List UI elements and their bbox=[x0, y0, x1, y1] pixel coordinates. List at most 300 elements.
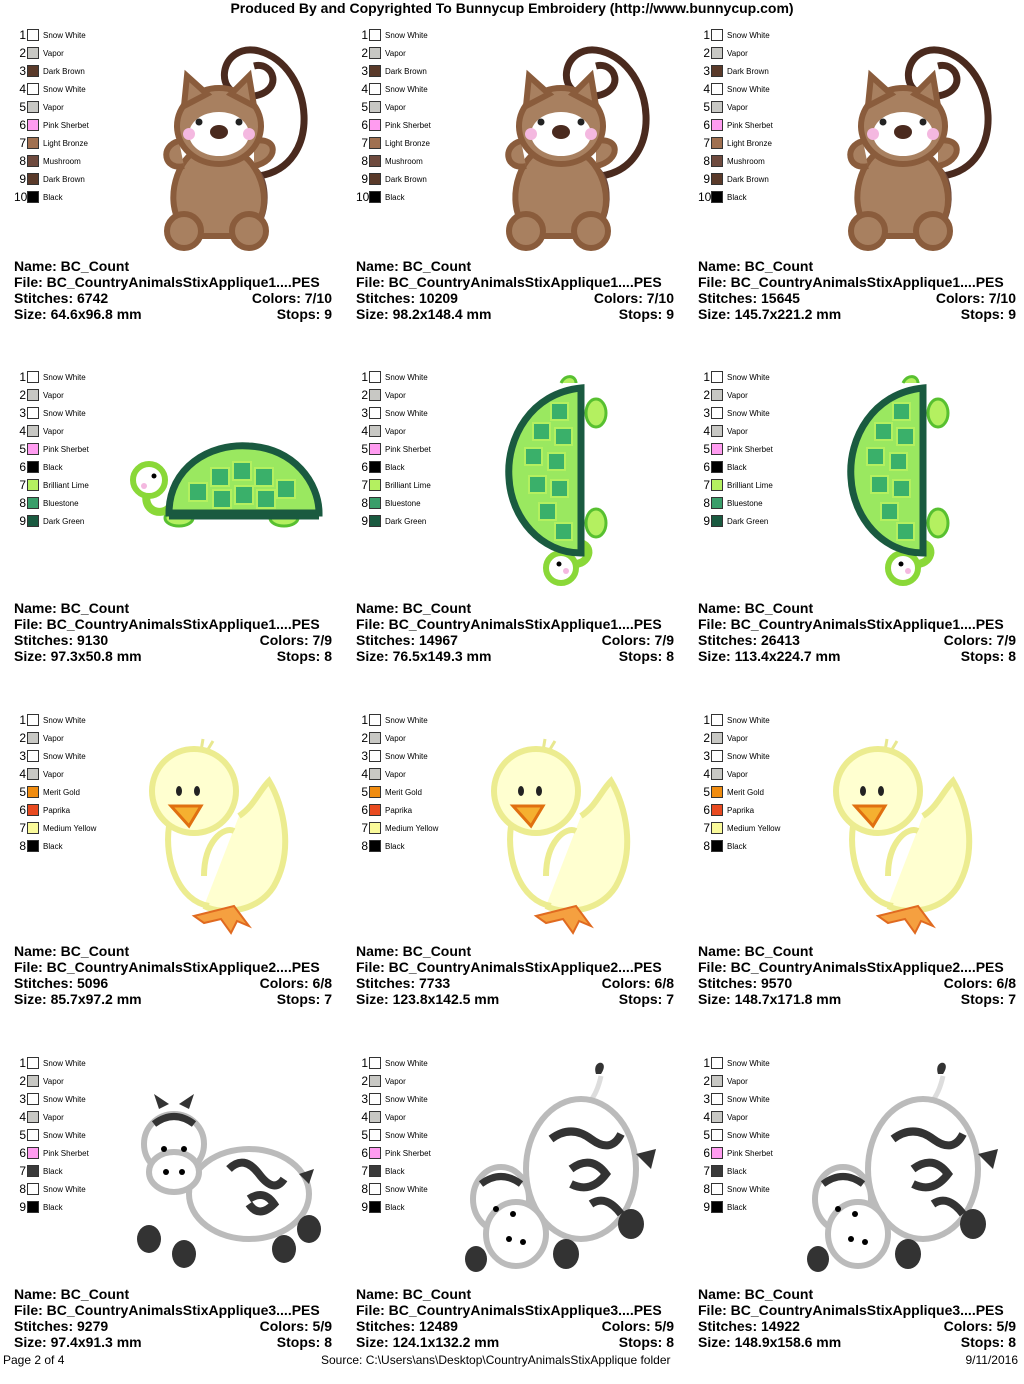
color-name: Vapor bbox=[385, 769, 406, 779]
color-row bbox=[356, 1126, 431, 1144]
color-number: 7 bbox=[19, 478, 26, 492]
color-name: Black bbox=[385, 1166, 405, 1176]
color-swatch bbox=[27, 425, 39, 437]
design-info bbox=[356, 258, 674, 322]
color-count: Colors: 6/8 bbox=[259, 975, 332, 991]
color-number: 1 bbox=[703, 28, 710, 42]
color-name: Snow White bbox=[43, 408, 86, 418]
color-row bbox=[698, 170, 773, 188]
color-number: 9 bbox=[19, 514, 26, 528]
color-number: 3 bbox=[703, 1092, 710, 1106]
color-number: 8 bbox=[361, 839, 368, 853]
color-swatch bbox=[369, 389, 381, 401]
color-name: Brilliant Lime bbox=[385, 480, 431, 490]
design-card bbox=[698, 368, 1018, 698]
color-swatch bbox=[711, 29, 723, 41]
color-name: Vapor bbox=[385, 48, 406, 58]
color-swatch bbox=[711, 101, 723, 113]
color-number: 6 bbox=[361, 118, 368, 132]
color-row bbox=[14, 170, 89, 188]
color-number: 6 bbox=[19, 803, 26, 817]
color-row bbox=[356, 44, 431, 62]
color-number: 1 bbox=[19, 370, 26, 384]
color-name: Medium Yellow bbox=[727, 823, 781, 833]
color-row bbox=[14, 1126, 89, 1144]
color-swatch bbox=[711, 65, 723, 77]
color-row bbox=[698, 1090, 773, 1108]
color-name: Paprika bbox=[727, 805, 755, 815]
color-name: Snow White bbox=[385, 1094, 428, 1104]
color-swatch bbox=[27, 191, 39, 203]
color-row bbox=[14, 62, 89, 80]
color-name: Dark Brown bbox=[727, 66, 769, 76]
stop-count: Stops: 8 bbox=[618, 648, 674, 664]
color-count: Colors: 5/9 bbox=[943, 1318, 1016, 1334]
color-row bbox=[698, 494, 773, 512]
color-row bbox=[14, 801, 96, 819]
color-name: Black bbox=[727, 841, 747, 851]
color-name: Snow White bbox=[43, 1094, 86, 1104]
color-row bbox=[698, 1108, 773, 1126]
stitch-count: Stitches: 15645 bbox=[698, 290, 800, 306]
design-size: Size: 113.4x224.7 mm bbox=[698, 648, 841, 664]
color-row bbox=[698, 116, 773, 134]
color-number: 5 bbox=[19, 1128, 26, 1142]
color-swatch bbox=[369, 119, 381, 131]
color-swatch bbox=[369, 1183, 381, 1195]
color-name: Merit Gold bbox=[385, 787, 422, 797]
color-swatch bbox=[711, 1111, 723, 1123]
design-info bbox=[698, 1286, 1016, 1350]
color-number: 6 bbox=[703, 1146, 710, 1160]
color-number: 3 bbox=[361, 406, 368, 420]
color-row bbox=[698, 711, 780, 729]
design-card bbox=[356, 368, 676, 698]
color-number: 3 bbox=[703, 406, 710, 420]
design-info bbox=[356, 943, 674, 1007]
color-number: 4 bbox=[19, 424, 26, 438]
color-row bbox=[356, 819, 438, 837]
color-name: Vapor bbox=[43, 1112, 64, 1122]
color-name: Snow White bbox=[385, 1130, 428, 1140]
turtle-design-preview bbox=[109, 368, 339, 593]
color-swatch bbox=[369, 47, 381, 59]
color-row bbox=[14, 1108, 89, 1126]
turtle-vertical-design-preview bbox=[793, 368, 1023, 593]
color-name: Snow White bbox=[43, 715, 86, 725]
design-file: File: BC_CountryAnimalsStixApplique2....PES bbox=[698, 959, 1004, 975]
color-swatch bbox=[27, 1201, 39, 1213]
color-row bbox=[356, 512, 431, 530]
color-number: 5 bbox=[19, 785, 26, 799]
color-number: 1 bbox=[361, 1056, 368, 1070]
color-name: Pink Sherbet bbox=[727, 1148, 773, 1158]
color-swatch bbox=[369, 1111, 381, 1123]
color-list bbox=[698, 368, 773, 530]
color-number: 4 bbox=[703, 424, 710, 438]
color-number: 8 bbox=[19, 839, 26, 853]
color-name: Black bbox=[43, 1166, 63, 1176]
page-footer bbox=[0, 1353, 1024, 1369]
color-name: Vapor bbox=[727, 1112, 748, 1122]
color-swatch bbox=[27, 29, 39, 41]
design-name: Name: BC_Count bbox=[356, 943, 472, 959]
color-number: 5 bbox=[361, 100, 368, 114]
color-number: 1 bbox=[703, 1056, 710, 1070]
color-number: 4 bbox=[361, 1110, 368, 1124]
color-row bbox=[14, 1090, 89, 1108]
color-row bbox=[356, 747, 438, 765]
color-row bbox=[356, 26, 431, 44]
color-row bbox=[356, 494, 431, 512]
design-file: File: BC_CountryAnimalsStixApplique1....PES bbox=[14, 274, 320, 290]
color-swatch bbox=[27, 1183, 39, 1195]
color-swatch bbox=[369, 101, 381, 113]
color-name: Snow White bbox=[727, 1130, 770, 1140]
color-row bbox=[356, 1072, 431, 1090]
print-date: 9/11/2016 bbox=[965, 1353, 1018, 1367]
color-name: Mushroom bbox=[385, 156, 423, 166]
design-name: Name: BC_Count bbox=[14, 600, 130, 616]
color-row bbox=[698, 729, 780, 747]
color-name: Vapor bbox=[727, 733, 748, 743]
color-swatch bbox=[369, 732, 381, 744]
color-swatch bbox=[27, 101, 39, 113]
color-number: 6 bbox=[19, 118, 26, 132]
color-name: Snow White bbox=[727, 751, 770, 761]
color-row bbox=[14, 422, 89, 440]
color-row bbox=[698, 188, 773, 206]
color-swatch bbox=[711, 371, 723, 383]
color-row bbox=[356, 765, 438, 783]
stop-count: Stops: 8 bbox=[960, 1334, 1016, 1350]
design-info bbox=[698, 600, 1016, 664]
color-swatch bbox=[27, 750, 39, 762]
color-number: 5 bbox=[703, 100, 710, 114]
color-row bbox=[14, 1054, 89, 1072]
cow-design-preview bbox=[109, 1054, 339, 1279]
color-name: Snow White bbox=[727, 1184, 770, 1194]
color-row bbox=[14, 1072, 89, 1090]
color-number: 2 bbox=[703, 46, 710, 60]
color-count: Colors: 7/10 bbox=[593, 290, 674, 306]
color-number: 5 bbox=[703, 442, 710, 456]
color-name: Snow White bbox=[727, 1094, 770, 1104]
color-name: Vapor bbox=[43, 102, 64, 112]
color-swatch bbox=[369, 461, 381, 473]
stop-count: Stops: 9 bbox=[960, 306, 1016, 322]
color-swatch bbox=[27, 443, 39, 455]
color-number: 8 bbox=[361, 496, 368, 510]
color-number: 3 bbox=[703, 64, 710, 78]
source-path: Source: C:\Users\ans\Desktop\CountryAnimalsStixApplique folder bbox=[321, 1353, 671, 1367]
color-number: 8 bbox=[703, 1182, 710, 1196]
color-name: Black bbox=[43, 1202, 63, 1212]
design-name: Name: BC_Count bbox=[698, 1286, 814, 1302]
color-number: 9 bbox=[19, 172, 26, 186]
color-number: 9 bbox=[703, 172, 710, 186]
color-row bbox=[356, 62, 431, 80]
color-number: 2 bbox=[361, 731, 368, 745]
color-row bbox=[14, 368, 89, 386]
color-name: Dark Brown bbox=[385, 174, 427, 184]
color-row bbox=[356, 134, 431, 152]
color-swatch bbox=[369, 443, 381, 455]
color-row bbox=[14, 1162, 89, 1180]
color-row bbox=[698, 152, 773, 170]
design-file: File: BC_CountryAnimalsStixApplique1....PES bbox=[356, 616, 662, 632]
color-row bbox=[356, 188, 431, 206]
design-card bbox=[14, 368, 334, 698]
design-size: Size: 123.8x142.5 mm bbox=[356, 991, 500, 1007]
color-list bbox=[14, 1054, 89, 1216]
color-number: 3 bbox=[703, 749, 710, 763]
color-swatch bbox=[27, 173, 39, 185]
design-card bbox=[14, 1054, 334, 1384]
color-number: 7 bbox=[703, 821, 710, 835]
color-row bbox=[14, 765, 96, 783]
color-swatch bbox=[369, 425, 381, 437]
color-name: Mushroom bbox=[727, 156, 765, 166]
color-number: 3 bbox=[361, 1092, 368, 1106]
color-swatch bbox=[711, 768, 723, 780]
color-number: 3 bbox=[361, 64, 368, 78]
design-file: File: BC_CountryAnimalsStixApplique3....PES bbox=[14, 1302, 320, 1318]
color-swatch bbox=[369, 173, 381, 185]
color-swatch bbox=[369, 786, 381, 798]
color-name: Medium Yellow bbox=[43, 823, 97, 833]
color-row bbox=[356, 440, 431, 458]
color-row bbox=[14, 837, 96, 855]
color-count: Colors: 7/9 bbox=[259, 632, 332, 648]
stop-count: Stops: 8 bbox=[276, 648, 332, 664]
color-swatch bbox=[369, 768, 381, 780]
color-name: Black bbox=[727, 1202, 747, 1212]
color-count: Colors: 7/10 bbox=[935, 290, 1016, 306]
color-swatch bbox=[711, 1129, 723, 1141]
color-name: Dark Green bbox=[385, 516, 427, 526]
stitch-count: Stitches: 9130 bbox=[14, 632, 109, 648]
squirrel-design-preview bbox=[109, 26, 339, 251]
color-name: Paprika bbox=[43, 805, 71, 815]
color-swatch bbox=[369, 83, 381, 95]
color-number: 4 bbox=[703, 767, 710, 781]
color-row bbox=[356, 1144, 431, 1162]
color-number: 2 bbox=[361, 1074, 368, 1088]
stop-count: Stops: 9 bbox=[276, 306, 332, 322]
color-number: 8 bbox=[19, 154, 26, 168]
color-row bbox=[698, 765, 780, 783]
color-row bbox=[698, 819, 780, 837]
color-name: Snow White bbox=[385, 1184, 428, 1194]
color-swatch bbox=[711, 47, 723, 59]
color-row bbox=[356, 729, 438, 747]
design-file: File: BC_CountryAnimalsStixApplique2....PES bbox=[14, 959, 320, 975]
color-number: 4 bbox=[703, 1110, 710, 1124]
design-size: Size: 98.2x148.4 mm bbox=[356, 306, 492, 322]
color-number: 3 bbox=[19, 64, 26, 78]
color-row bbox=[356, 1162, 431, 1180]
design-card bbox=[356, 711, 676, 1041]
design-card bbox=[356, 1054, 676, 1384]
color-number: 4 bbox=[19, 82, 26, 96]
color-row bbox=[356, 116, 431, 134]
design-size: Size: 76.5x149.3 mm bbox=[356, 648, 492, 664]
color-swatch bbox=[711, 497, 723, 509]
color-name: Black bbox=[385, 1202, 405, 1212]
design-card bbox=[698, 1054, 1018, 1384]
color-swatch bbox=[27, 119, 39, 131]
color-row bbox=[698, 476, 773, 494]
color-swatch bbox=[711, 389, 723, 401]
color-list bbox=[356, 368, 431, 530]
page-number: Page 2 of 4 bbox=[3, 1353, 65, 1367]
color-name: Pink Sherbet bbox=[385, 1148, 431, 1158]
color-number: 7 bbox=[361, 478, 368, 492]
color-row bbox=[356, 422, 431, 440]
squirrel-design-preview bbox=[793, 26, 1023, 251]
color-swatch bbox=[27, 732, 39, 744]
color-count: Colors: 7/10 bbox=[251, 290, 332, 306]
design-card bbox=[14, 711, 334, 1041]
color-row bbox=[698, 440, 773, 458]
design-info bbox=[14, 1286, 332, 1350]
color-name: Vapor bbox=[43, 390, 64, 400]
color-swatch bbox=[711, 173, 723, 185]
color-swatch bbox=[27, 461, 39, 473]
color-row bbox=[698, 801, 780, 819]
color-number: 9 bbox=[703, 1200, 710, 1214]
color-number: 9 bbox=[361, 172, 368, 186]
cow-vertical-design-preview bbox=[451, 1054, 681, 1279]
color-swatch bbox=[27, 1111, 39, 1123]
duck-design-preview bbox=[793, 711, 1023, 936]
color-name: Medium Yellow bbox=[385, 823, 439, 833]
color-swatch bbox=[27, 822, 39, 834]
color-row bbox=[14, 116, 89, 134]
design-card bbox=[698, 711, 1018, 1041]
color-number: 7 bbox=[703, 1164, 710, 1178]
color-swatch bbox=[711, 822, 723, 834]
color-row bbox=[14, 44, 89, 62]
color-name: Brilliant Lime bbox=[43, 480, 89, 490]
stitch-count: Stitches: 14922 bbox=[698, 1318, 800, 1334]
design-file: File: BC_CountryAnimalsStixApplique1....PES bbox=[698, 616, 1004, 632]
color-row bbox=[14, 134, 89, 152]
stitch-count: Stitches: 6742 bbox=[14, 290, 109, 306]
color-row bbox=[14, 476, 89, 494]
design-file: File: BC_CountryAnimalsStixApplique1....PES bbox=[14, 616, 320, 632]
color-number: 7 bbox=[19, 136, 26, 150]
color-number: 5 bbox=[361, 442, 368, 456]
color-row bbox=[698, 386, 773, 404]
design-card bbox=[14, 26, 334, 356]
design-file: File: BC_CountryAnimalsStixApplique3....PES bbox=[698, 1302, 1004, 1318]
color-swatch bbox=[711, 1201, 723, 1213]
color-count: Colors: 5/9 bbox=[601, 1318, 674, 1334]
color-name: Vapor bbox=[727, 102, 748, 112]
color-number: 10 bbox=[698, 190, 712, 204]
color-swatch bbox=[711, 786, 723, 798]
page-header: Produced By and Copyrighted To Bunnycup Embroidery (http://www.bunnycup.com) bbox=[230, 0, 794, 16]
color-name: Vapor bbox=[727, 426, 748, 436]
color-number: 6 bbox=[19, 460, 26, 474]
color-row bbox=[698, 80, 773, 98]
color-count: Colors: 6/8 bbox=[943, 975, 1016, 991]
color-name: Bluestone bbox=[727, 498, 763, 508]
color-name: Snow White bbox=[385, 30, 428, 40]
color-swatch bbox=[711, 407, 723, 419]
color-name: Vapor bbox=[385, 1112, 406, 1122]
color-name: Black bbox=[385, 841, 405, 851]
design-name: Name: BC_Count bbox=[356, 258, 472, 274]
color-swatch bbox=[369, 65, 381, 77]
color-swatch bbox=[369, 1129, 381, 1141]
color-name: Snow White bbox=[385, 408, 428, 418]
color-swatch bbox=[369, 1075, 381, 1087]
color-row bbox=[698, 747, 780, 765]
design-name: Name: BC_Count bbox=[356, 600, 472, 616]
color-number: 5 bbox=[19, 100, 26, 114]
color-swatch bbox=[369, 750, 381, 762]
color-row bbox=[14, 188, 89, 206]
color-number: 5 bbox=[703, 785, 710, 799]
stitch-count: Stitches: 10209 bbox=[356, 290, 458, 306]
color-name: Black bbox=[727, 1166, 747, 1176]
color-swatch bbox=[369, 1165, 381, 1177]
design-size: Size: 97.3x50.8 mm bbox=[14, 648, 142, 664]
color-number: 9 bbox=[703, 514, 710, 528]
cow-vertical-design-preview bbox=[793, 1054, 1023, 1279]
color-swatch bbox=[27, 1165, 39, 1177]
color-row bbox=[14, 783, 96, 801]
color-swatch bbox=[369, 479, 381, 491]
color-number: 6 bbox=[361, 460, 368, 474]
color-name: Black bbox=[385, 192, 405, 202]
color-row bbox=[698, 404, 773, 422]
turtle-vertical-design-preview bbox=[451, 368, 681, 593]
color-row bbox=[14, 26, 89, 44]
color-number: 6 bbox=[703, 118, 710, 132]
color-row bbox=[14, 711, 96, 729]
color-number: 7 bbox=[19, 821, 26, 835]
color-number: 7 bbox=[361, 136, 368, 150]
color-row bbox=[698, 1126, 773, 1144]
color-row bbox=[14, 512, 89, 530]
color-swatch bbox=[27, 714, 39, 726]
color-swatch bbox=[711, 155, 723, 167]
color-row bbox=[356, 1090, 431, 1108]
color-list bbox=[14, 711, 96, 855]
color-swatch bbox=[27, 515, 39, 527]
color-number: 1 bbox=[361, 370, 368, 384]
color-swatch bbox=[711, 479, 723, 491]
color-swatch bbox=[27, 47, 39, 59]
design-name: Name: BC_Count bbox=[698, 943, 814, 959]
color-swatch bbox=[711, 840, 723, 852]
color-name: Snow White bbox=[385, 372, 428, 382]
color-name: Bluestone bbox=[43, 498, 79, 508]
design-info bbox=[14, 943, 332, 1007]
color-name: Snow White bbox=[727, 1058, 770, 1068]
color-name: Mushroom bbox=[43, 156, 81, 166]
stitch-count: Stitches: 5096 bbox=[14, 975, 109, 991]
color-number: 4 bbox=[703, 82, 710, 96]
color-number: 6 bbox=[703, 460, 710, 474]
color-number: 5 bbox=[361, 785, 368, 799]
color-swatch bbox=[711, 1057, 723, 1069]
color-number: 3 bbox=[19, 1092, 26, 1106]
